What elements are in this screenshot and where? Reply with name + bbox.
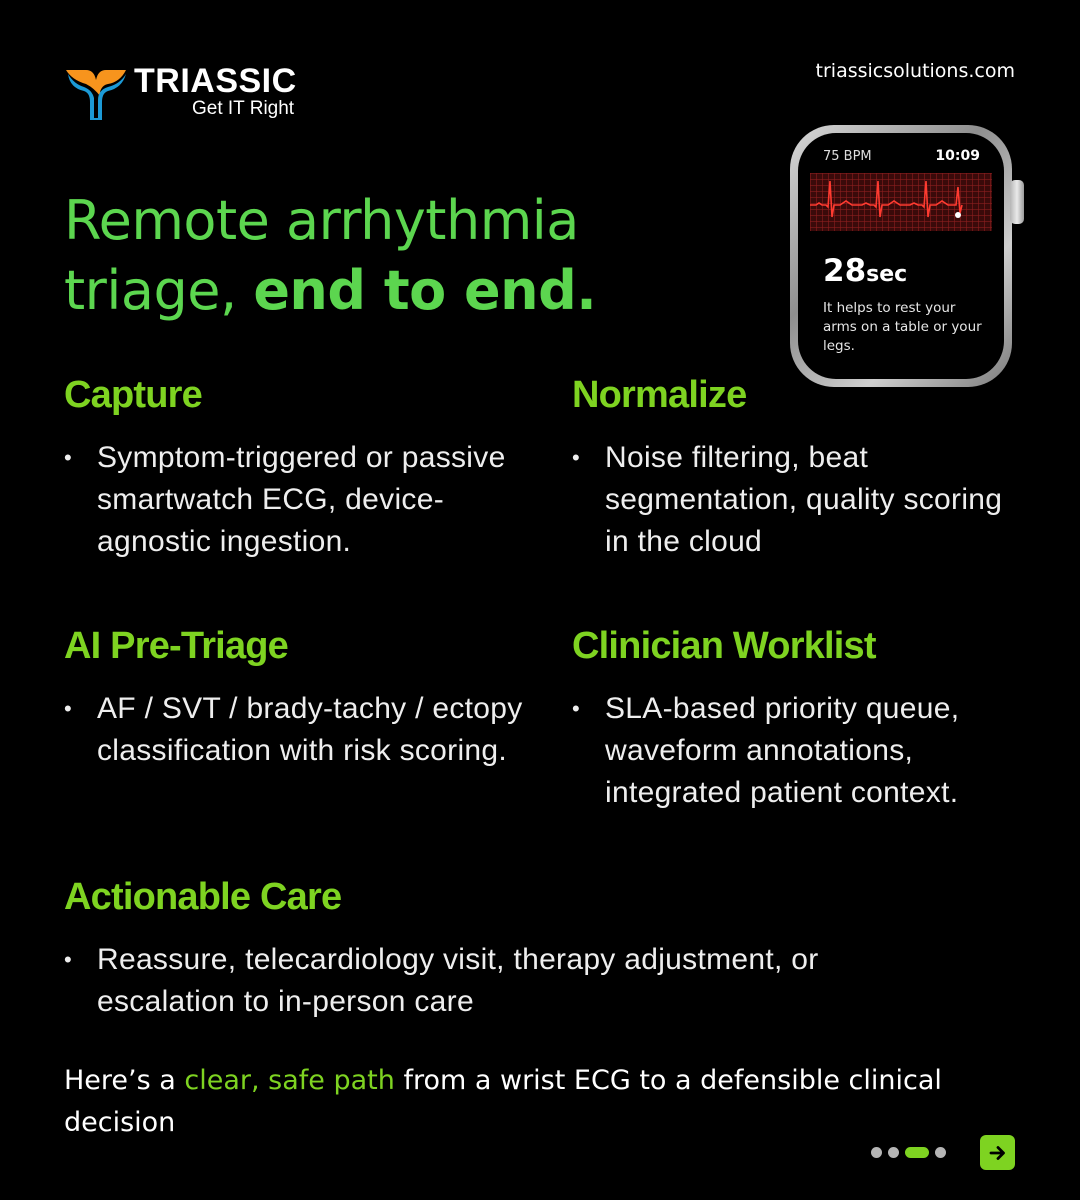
section-actionable-care [64, 875, 964, 1023]
list-item [64, 939, 964, 1023]
section-title: Actionable Care [64, 876, 342, 918]
list-item [572, 688, 1012, 814]
page-dot[interactable] [935, 1147, 946, 1158]
watch-hint: It helps to rest your arms on a table or your legs. [823, 300, 982, 354]
bullet: • [572, 696, 581, 721]
section-normalize [572, 373, 1012, 563]
smartwatch-image [790, 125, 1030, 387]
bullet: • [64, 947, 73, 972]
list-item [64, 437, 544, 563]
triassic-logo-icon [64, 64, 128, 120]
watch-timer [823, 253, 907, 289]
page-dot[interactable] [871, 1147, 882, 1158]
title-line-1: Remote arrhythmia [64, 189, 579, 252]
section-text: Symptom-triggered or passive smartwatch ECG, device-agnostic ingestion. [97, 441, 506, 558]
title-regular: triage, [64, 259, 237, 322]
watch-timer-unit: sec [866, 262, 908, 287]
ecg-trace [810, 173, 992, 231]
watch-timer-value: 28 [823, 253, 867, 289]
section-title: AI Pre-Triage [64, 625, 289, 667]
bullet: • [64, 445, 73, 470]
bullet: • [572, 445, 581, 470]
summary-highlight: clear, safe path [184, 1065, 395, 1096]
page-dot-active[interactable] [905, 1147, 929, 1158]
bullet: • [64, 696, 73, 721]
watch-crown [1010, 180, 1024, 224]
watch-screen [798, 133, 1004, 379]
page-dot[interactable] [888, 1147, 899, 1158]
brand-name: TRIASSIC [134, 62, 297, 100]
section-text: SLA-based priority queue, waveform annotations, integrated patient context. [605, 692, 960, 809]
website-link[interactable]: triassicsolutions.com [815, 60, 1015, 82]
carousel-pagination [871, 1146, 946, 1158]
section-ai-pre-triage [64, 624, 544, 772]
page-title [64, 186, 596, 326]
arrow-right-icon [988, 1143, 1008, 1163]
title-line-2 [64, 256, 596, 326]
section-clinician-worklist [572, 624, 1012, 814]
section-text: Noise filtering, beat segmentation, quality scoring in the cloud [605, 441, 1003, 558]
list-item [64, 688, 544, 772]
summary-before: Here’s a [64, 1065, 185, 1096]
summary-text [64, 1060, 994, 1144]
section-title: Capture [64, 374, 202, 416]
watch-heart-rate: 75 BPM [823, 149, 872, 164]
section-text: AF / SVT / brady-tachy / ectopy classification with risk scoring. [97, 692, 523, 767]
ecg-waveform-icon [810, 173, 992, 231]
watch-clock: 10:09 [935, 148, 980, 164]
list-item [572, 437, 1012, 563]
section-capture [64, 373, 544, 563]
next-button[interactable] [980, 1135, 1015, 1170]
section-title: Normalize [572, 374, 747, 416]
title-emphasis: end to end. [253, 259, 597, 322]
section-title: Clinician Worklist [572, 625, 876, 667]
brand-logo [64, 62, 344, 122]
summary-after: from a wrist ECG to a defensible clinical decision [64, 1065, 942, 1138]
section-text: Reassure, telecardiology visit, therapy adjustment, or escalation to in-person care [97, 943, 819, 1018]
brand-tagline: Get IT Right [192, 98, 295, 119]
